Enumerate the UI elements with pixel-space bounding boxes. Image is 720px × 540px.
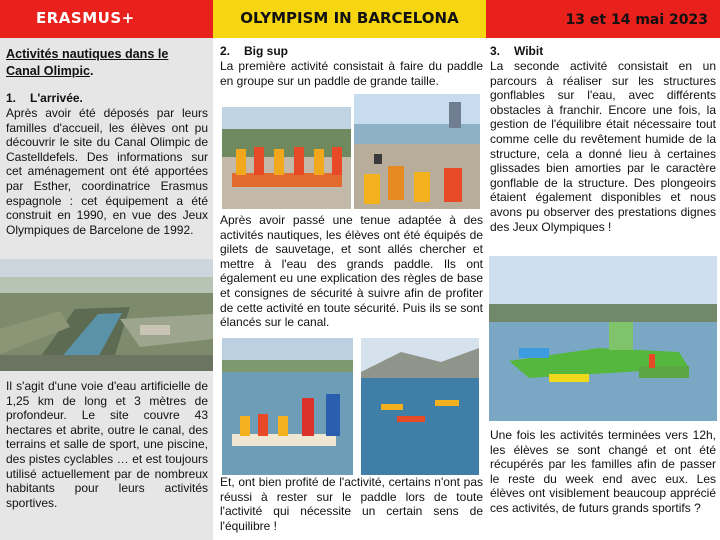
header-title-banner	[213, 0, 486, 38]
arrival-paragraph: Après avoir été déposés par leurs familles d'accueil, les élèves ont pu découvrir le site du Canal Olimpic de Castelldefels. Des informations sur cet aménagement ont été apportées par Esther, coordinatrice Erasmus espagnole : cet équipement a été construit en 1990, en vue des Jeux Olympiques de Barcelone de 1992.	[6, 106, 208, 237]
wibit-conclusion: Une fois les activités terminées vers 12h, les élèves se sont changé et ont été récupérés par les familles afin de passer le reste du week end avec eux. Les élèves ont visiblement beaucoup apprécié ces activités, de futurs grands sportifs ?	[490, 428, 716, 515]
group-on-paddle-photo	[222, 338, 353, 475]
header-logo-banner	[0, 0, 213, 38]
column-wibit	[487, 38, 720, 540]
subsection-number: 2.	[220, 44, 231, 58]
subsection-heading: L'arrivée.	[30, 91, 83, 105]
big-sup-paragraph: Après avoir passé une tenue adaptée à des activités nautiques, les élèves ont été équipés de gilets de sauvetage, et sont allés chercher et mettre à l'eau des grands paddle. Ils ont également eu une explication des règles de base et consignes de sécurité à suivre afin de profiter de cette activité en toute sécurité. Puis ils se sont élancés sur le canal.	[220, 213, 483, 330]
big-sup-conclusion: Et, ont bien profité de l'activité, certains n'ont pas réussi à rester sur le paddle lors de toute l'activité qui nécessite un certain sens de l'équilibre !	[220, 475, 483, 533]
canal-description-paragraph: Il s'agit d'une voie d'eau artificielle de 1,25 km de long et 3 mètres de profondeur. Le site couvre 43 hectares et abrite, outre le canal, des terrains et salle de sport, une piscine, des pistes cyclables … et est toujours utilisé actuellement par de nombreux habitants pour leurs activités sportives.	[6, 379, 208, 510]
subsection-number: 1.	[6, 91, 17, 105]
subsection-number: 3.	[490, 44, 501, 58]
big-sup-intro: La première activité consistait à faire du paddle en groupe sur un paddle de grande taille.	[220, 59, 483, 88]
canal-aerial-photo	[0, 259, 213, 371]
subsection-heading: Wibit	[514, 44, 544, 58]
paddle-on-shore-photo	[354, 94, 480, 209]
event-date: 13 et 14 mai 2023	[565, 12, 708, 28]
inflatable-course-photo	[489, 256, 717, 421]
erasmus-logo: ERASMUS+	[36, 9, 135, 27]
students-lifejackets-photo	[222, 107, 351, 209]
column-arrival	[0, 38, 213, 540]
wibit-paragraph: La seconde activité consistait en un parcours à réaliser sur les structures gonflables sur l'eau, avec différents obstacles à franchir. Encore une fois, la gestion de l'équilibre était nécessaire tout comme celle du revêtement humide de la structure, cela a donné lieu à certaines glissades bien amorties par le caractère gonflable de la structure. Des plongeoirs étaient également disponibles et nous avons pu observer des prestations dignes des Jeux Olympiques !	[490, 59, 716, 234]
subsection-heading: Big sup	[244, 44, 288, 58]
header-date-banner	[486, 0, 720, 38]
section-title: Activités nautiques dans le Canal Olimpic.	[6, 47, 169, 78]
page-title: OLYMPISM IN BARCELONA	[240, 9, 459, 27]
column-big-sup	[217, 38, 483, 540]
paddling-on-canal-photo	[361, 338, 479, 475]
